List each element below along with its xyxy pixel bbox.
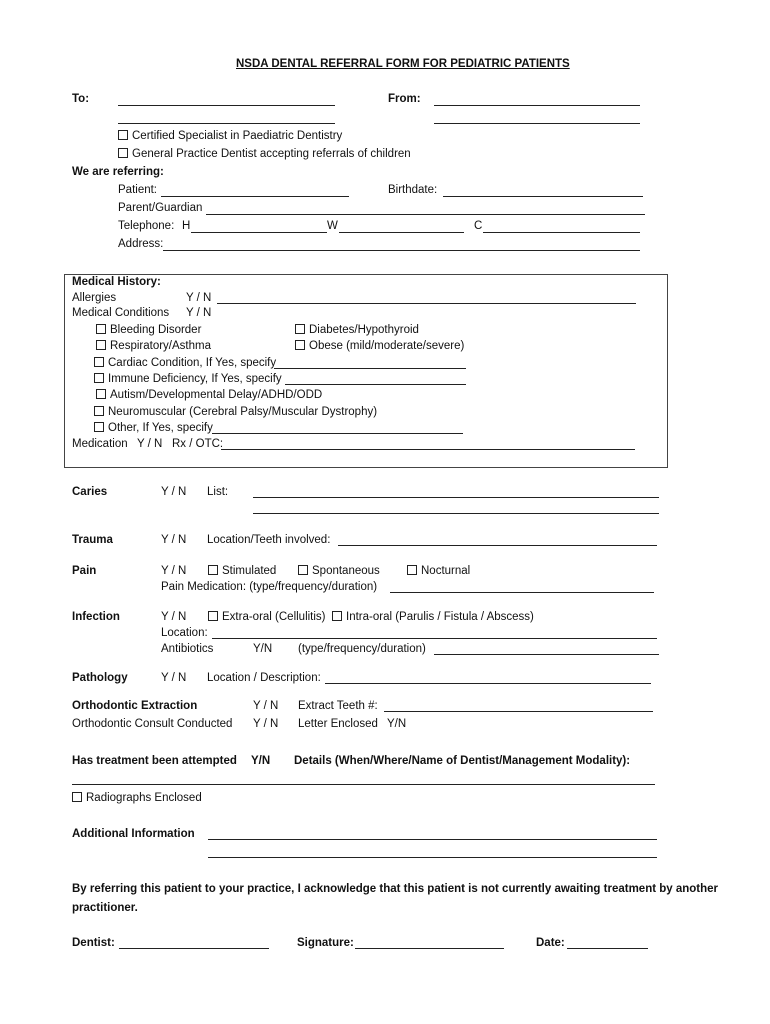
trauma-location-line[interactable]	[338, 545, 657, 546]
caries-label: Caries	[72, 486, 108, 498]
extra-oral-option[interactable]	[208, 611, 326, 623]
spontaneous-checkbox[interactable]	[298, 565, 308, 575]
infection-yn[interactable]: Y / N	[161, 611, 187, 623]
address-label: Address:	[118, 238, 164, 250]
other-checkbox[interactable]	[94, 422, 104, 432]
birthdate-field-line[interactable]	[443, 196, 643, 197]
from-label: From:	[388, 93, 421, 105]
trauma-location-label: Location/Teeth involved:	[207, 534, 331, 546]
stimulated-checkbox[interactable]	[208, 565, 218, 575]
ortho-extraction-yn[interactable]: Y / N	[253, 700, 279, 712]
treatment-attempted-yn[interactable]: Y/N	[251, 755, 271, 767]
caries-list-line-2[interactable]	[253, 513, 659, 514]
signature-label: Signature:	[297, 937, 354, 949]
respiratory-option[interactable]	[96, 340, 211, 352]
treatment-attempted-label: Has treatment been attempted	[72, 755, 237, 767]
radiographs-checkbox[interactable]	[72, 792, 82, 802]
bleeding-label: Bleeding Disorder	[110, 324, 202, 336]
obese-option[interactable]	[295, 340, 464, 352]
treatment-details-line[interactable]	[72, 784, 655, 785]
from-field-line-1[interactable]	[434, 105, 640, 106]
additional-info-label: Additional Information	[72, 828, 195, 840]
cardiac-checkbox[interactable]	[94, 357, 104, 367]
diabetes-option[interactable]	[295, 324, 419, 336]
bleeding-option[interactable]	[96, 324, 201, 336]
autism-label: Autism/Developmental Delay/ADHD/ODD	[110, 389, 323, 401]
antibiotics-label: Antibiotics	[161, 643, 214, 655]
intra-oral-label: Intra-oral (Parulis / Fistula / Abscess)	[346, 611, 534, 623]
extra-oral-checkbox[interactable]	[208, 611, 218, 621]
stimulated-label: Stimulated	[222, 565, 277, 577]
telephone-cell-line[interactable]	[483, 232, 640, 233]
from-field-line-2[interactable]	[434, 123, 640, 124]
respiratory-label: Respiratory/Asthma	[110, 340, 211, 352]
pathology-location-label: Location / Description:	[207, 672, 321, 684]
pain-yn[interactable]: Y / N	[161, 565, 187, 577]
antibiotics-type-label: (type/frequency/duration)	[298, 643, 426, 655]
neuro-option[interactable]	[94, 406, 377, 418]
pathology-label: Pathology	[72, 672, 128, 684]
autism-option[interactable]	[96, 389, 322, 401]
telephone-cell-label: C	[474, 220, 483, 232]
respiratory-checkbox[interactable]	[96, 340, 106, 350]
allergies-label: Allergies	[72, 292, 117, 304]
dentist-label: Dentist:	[72, 937, 115, 949]
acknowledge-text-line-1: By referring this patient to your practice, I acknowledge that this patient is not currently awaiting treatment by another	[72, 883, 719, 895]
neuro-label: Neuromuscular (Cerebral Palsy/Muscular Dystrophy)	[108, 406, 378, 418]
address-field-line[interactable]	[163, 250, 640, 251]
telephone-label: Telephone:	[118, 220, 175, 232]
birthdate-label: Birthdate:	[388, 184, 438, 196]
antibiotics-type-line[interactable]	[434, 654, 659, 655]
trauma-yn[interactable]: Y / N	[161, 534, 187, 546]
extract-teeth-line[interactable]	[384, 711, 653, 712]
pain-medication-line[interactable]	[390, 592, 654, 593]
additional-info-line-2[interactable]	[208, 857, 657, 858]
other-option[interactable]	[94, 422, 213, 434]
spontaneous-option[interactable]	[298, 565, 380, 577]
dentist-field-line[interactable]	[119, 948, 269, 949]
specialist-checkbox[interactable]	[118, 130, 128, 140]
immune-option[interactable]	[94, 373, 282, 385]
general-dentist-option[interactable]	[118, 148, 411, 160]
cardiac-option[interactable]	[94, 357, 276, 369]
nocturnal-checkbox[interactable]	[407, 565, 417, 575]
guardian-label: Parent/Guardian	[118, 202, 203, 214]
medication-label: Medication	[72, 438, 128, 450]
caries-list-line-1[interactable]	[253, 497, 659, 498]
radiographs-label: Radiographs Enclosed	[86, 792, 202, 804]
cardiac-label: Cardiac Condition, If Yes, specify	[108, 357, 277, 369]
to-label: To:	[72, 93, 90, 105]
caries-yn[interactable]: Y / N	[161, 486, 187, 498]
nocturnal-option[interactable]	[407, 565, 470, 577]
infection-location-line[interactable]	[212, 638, 657, 639]
signature-field-line[interactable]	[355, 948, 504, 949]
telephone-work-label: W	[327, 220, 338, 232]
medical-history-heading: Medical History:	[72, 276, 161, 288]
to-field-line-2[interactable]	[118, 123, 335, 124]
bleeding-checkbox[interactable]	[96, 324, 106, 334]
conditions-yn[interactable]: Y / N	[186, 307, 212, 319]
obese-checkbox[interactable]	[295, 340, 305, 350]
allergies-yn[interactable]: Y / N	[186, 292, 212, 304]
guardian-field-line[interactable]	[206, 214, 645, 215]
intra-oral-option[interactable]	[332, 611, 534, 623]
immune-field-line[interactable]	[285, 384, 466, 385]
infection-label: Infection	[72, 611, 120, 623]
ortho-consult-yn[interactable]: Y / N	[253, 718, 279, 730]
specialist-label: Certified Specialist in Paediatric Dentistry	[132, 130, 343, 142]
telephone-work-line[interactable]	[339, 232, 464, 233]
extract-teeth-label: Extract Teeth #:	[298, 700, 378, 712]
antibiotics-yn[interactable]: Y/N	[253, 643, 273, 655]
other-label: Other, If Yes, specify	[108, 422, 213, 434]
other-field-line[interactable]	[212, 433, 463, 434]
allergies-field-line[interactable]	[217, 303, 636, 304]
additional-info-line-1[interactable]	[208, 839, 657, 840]
patient-label: Patient:	[118, 184, 157, 196]
medication-field-line[interactable]	[221, 449, 635, 450]
diabetes-checkbox[interactable]	[295, 324, 305, 334]
date-field-line[interactable]	[567, 948, 648, 949]
to-field-line-1[interactable]	[118, 105, 335, 106]
radiographs-option[interactable]	[72, 792, 202, 804]
nocturnal-label: Nocturnal	[421, 565, 471, 577]
caries-list-label: List:	[207, 486, 229, 498]
patient-field-line[interactable]	[161, 196, 349, 197]
immune-label: Immune Deficiency, If Yes, specify	[108, 373, 282, 385]
conditions-label: Medical Conditions	[72, 307, 170, 319]
referring-heading: We are referring:	[72, 166, 164, 178]
autism-checkbox[interactable]	[96, 389, 106, 399]
extra-oral-label: Extra-oral (Cellulitis)	[222, 611, 326, 623]
letter-enclosed-label: Letter Enclosed	[298, 718, 378, 730]
neuro-checkbox[interactable]	[94, 406, 104, 416]
treatment-details-label: Details (When/Where/Name of Dentist/Management Modality):	[294, 755, 631, 767]
cardiac-field-line[interactable]	[274, 368, 466, 369]
form-title: NSDA DENTAL REFERRAL FORM FOR PEDIATRIC PATIENTS	[236, 58, 570, 70]
acknowledge-text-line-2: practitioner.	[72, 902, 138, 914]
specialist-option[interactable]	[118, 130, 342, 142]
intra-oral-checkbox[interactable]	[332, 611, 342, 621]
pathology-location-line[interactable]	[325, 683, 651, 684]
pathology-yn[interactable]: Y / N	[161, 672, 187, 684]
diabetes-label: Diabetes/Hypothyroid	[309, 324, 419, 336]
telephone-home-line[interactable]	[191, 232, 327, 233]
obese-label: Obese (mild/moderate/severe)	[309, 340, 465, 352]
rx-label: Rx / OTC:	[172, 438, 224, 450]
medication-yn[interactable]: Y / N	[137, 438, 163, 450]
general-dentist-label: General Practice Dentist accepting referrals of children	[132, 148, 411, 160]
immune-checkbox[interactable]	[94, 373, 104, 383]
ortho-extraction-label: Orthodontic Extraction	[72, 700, 198, 712]
ortho-consult-label: Orthodontic Consult Conducted	[72, 718, 233, 730]
pain-label: Pain	[72, 565, 97, 577]
date-label: Date:	[536, 937, 565, 949]
telephone-home-label: H	[182, 220, 191, 232]
pain-medication-label: Pain Medication: (type/frequency/duration)	[161, 581, 378, 593]
stimulated-option[interactable]	[208, 565, 276, 577]
infection-location-label: Location:	[161, 627, 208, 639]
spontaneous-label: Spontaneous	[312, 565, 380, 577]
trauma-label: Trauma	[72, 534, 113, 546]
letter-enclosed-yn[interactable]: Y/N	[387, 718, 407, 730]
general-dentist-checkbox[interactable]	[118, 148, 128, 158]
